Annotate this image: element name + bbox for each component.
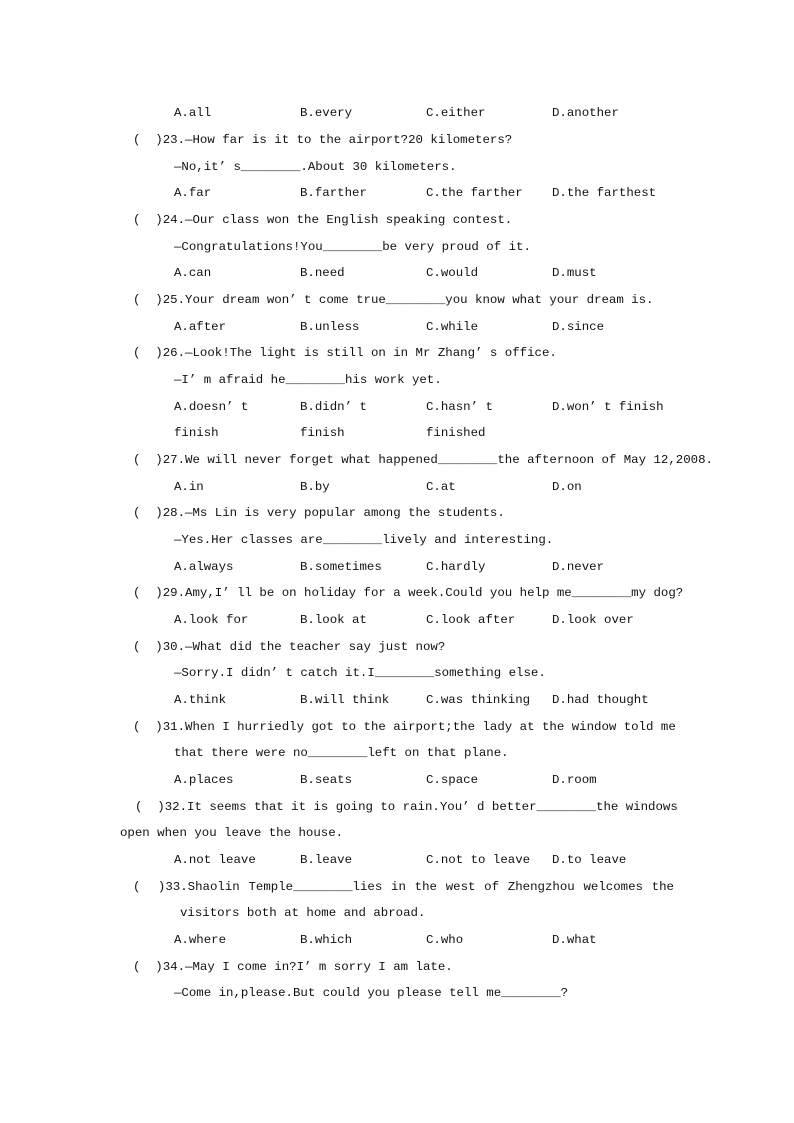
q33-option-a: A.where <box>174 933 227 947</box>
q32-option-c: C.not to leave <box>426 853 531 867</box>
q25-option-b: B.unless <box>300 320 360 334</box>
q25-option-d: D.since <box>552 320 605 334</box>
q33-option-c: C.who <box>426 933 464 947</box>
q28-option-d: D.never <box>552 560 605 574</box>
q30-option-a: A.think <box>174 693 227 707</box>
q30-reply: —Sorry.I didn’ t catch it.I________something else. <box>174 666 546 680</box>
q31-option-a: A.places <box>174 773 234 787</box>
q24-option-d: D.must <box>552 266 597 280</box>
q24-option-c: C.would <box>426 266 479 280</box>
q23-option-b: B.farther <box>300 186 367 200</box>
q32-option-a: A.not leave <box>174 853 256 867</box>
q32-option-b: B.leave <box>300 853 353 867</box>
q26-option-a: A.doesn’ t <box>174 400 249 414</box>
q34-reply: —Come in,please.But could you please tell me________? <box>174 986 569 1000</box>
q30-option-d: D.had thought <box>552 693 649 707</box>
q23-stem: ( )23.—How far is it to the airport?20 kilometers? <box>133 133 513 147</box>
q30-stem: ( )30.—What did the teacher say just now? <box>133 640 446 654</box>
q27-stem: ( )27.We will never forget what happened________the afternoon of May 12,2008. <box>133 453 713 467</box>
q22-option-c: C.either <box>426 106 486 120</box>
q22-option-d: D.another <box>552 106 619 120</box>
q31-option-d: D.room <box>552 773 597 787</box>
q34-stem: ( )34.—May I come in?I’ m sorry I am late. <box>133 960 453 974</box>
q31-stem: ( )31.When I hurriedly got to the airport;the lady at the window told me <box>133 720 676 734</box>
q29-option-c: C.look after <box>426 613 516 627</box>
q33-continuation: visitors both at home and abroad. <box>180 906 426 920</box>
q30-option-c: C.was thinking <box>426 693 531 707</box>
q23-option-d: D.the farthest <box>552 186 657 200</box>
q22-option-b: B.every <box>300 106 353 120</box>
q27-option-c: C.at <box>426 480 456 494</box>
q32-continuation: open when you leave the house. <box>120 826 344 840</box>
q24-reply: —Congratulations!You________be very proud of it. <box>174 240 531 254</box>
q25-option-c: C.while <box>426 320 479 334</box>
q32-stem: ( )32.It seems that it is going to rain.You’ d better________the windows <box>135 800 678 814</box>
q27-option-a: A.in <box>174 480 204 494</box>
q23-option-a: A.far <box>174 186 212 200</box>
q31-continuation: that there were no________left on that plane. <box>174 746 509 760</box>
q26-option-a-wrap: finish <box>174 426 219 440</box>
q28-stem: ( )28.—Ms Lin is very popular among the students. <box>133 506 505 520</box>
q28-reply: —Yes.Her classes are________lively and interesting. <box>174 533 554 547</box>
q32-option-d: D.to leave <box>552 853 627 867</box>
q31-option-c: C.space <box>426 773 479 787</box>
q28-option-b: B.sometimes <box>300 560 382 574</box>
q22-option-a: A.all <box>174 106 212 120</box>
q26-option-c: C.hasn’ t <box>426 400 493 414</box>
q26-stem: ( )26.—Look!The light is still on in Mr Zhang’ s office. <box>133 346 557 360</box>
q29-option-d: D.look over <box>552 613 634 627</box>
q33-stem: ( )33.Shaolin Temple________lies in the west of Zhengzhou welcomes the <box>133 880 674 894</box>
q26-reply: —I’ m afraid he________his work yet. <box>174 373 442 387</box>
q26-option-b: B.didn’ t <box>300 400 367 414</box>
q29-option-a: A.look for <box>174 613 249 627</box>
q28-option-a: A.always <box>174 560 234 574</box>
q29-option-b: B.look at <box>300 613 367 627</box>
q28-option-c: C.hardly <box>426 560 486 574</box>
q33-option-d: D.what <box>552 933 597 947</box>
q26-option-b-wrap: finish <box>300 426 345 440</box>
q24-option-b: B.need <box>300 266 345 280</box>
q23-reply: —No,it’ s________.About 30 kilometers. <box>174 160 457 174</box>
q27-option-b: B.by <box>300 480 330 494</box>
q27-option-d: D.on <box>552 480 582 494</box>
q25-stem: ( )25.Your dream won’ t come true________you know what your dream is. <box>133 293 654 307</box>
q31-option-b: B.seats <box>300 773 353 787</box>
q26-option-d: D.won’ t finish <box>552 400 664 414</box>
q23-option-c: C.the farther <box>426 186 523 200</box>
q33-option-b: B.which <box>300 933 353 947</box>
q26-option-c-wrap: finished <box>426 426 486 440</box>
q25-option-a: A.after <box>174 320 227 334</box>
q30-option-b: B.will think <box>300 693 390 707</box>
q24-option-a: A.can <box>174 266 212 280</box>
q29-stem: ( )29.Amy,I’ ll be on holiday for a week.Could you help me________my dog? <box>133 586 684 600</box>
q24-stem: ( )24.—Our class won the English speaking contest. <box>133 213 513 227</box>
